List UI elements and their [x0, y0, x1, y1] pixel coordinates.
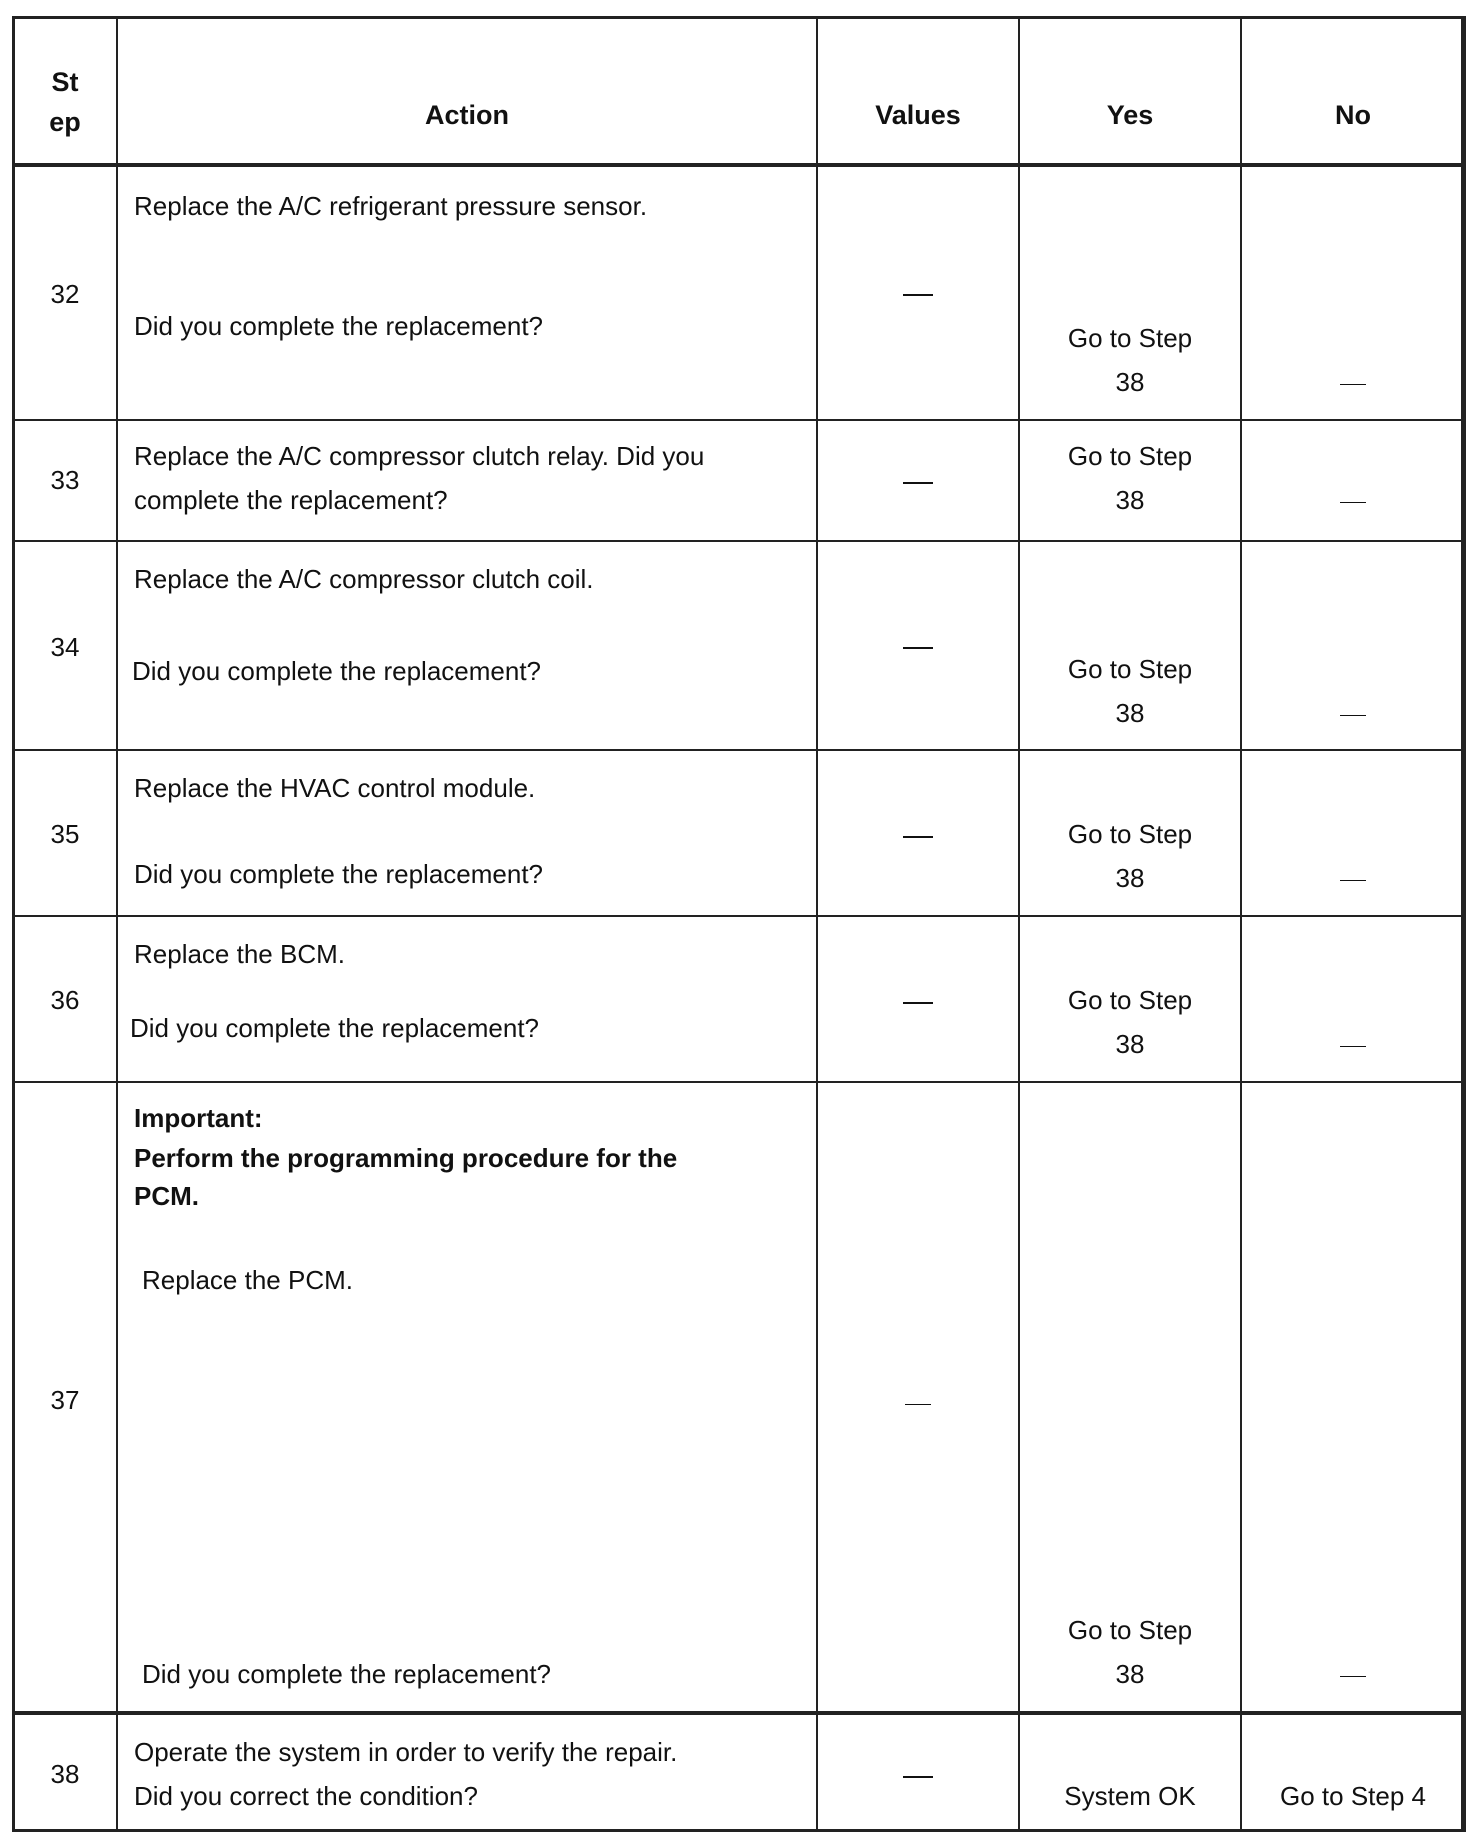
yes-text: Go to Step	[1067, 654, 1193, 684]
yes-step-number: 38	[1115, 485, 1145, 515]
action-question: Did you complete the replacement?	[134, 859, 544, 889]
header-step-line2: ep	[49, 107, 81, 137]
yes-text: Go to Step	[1067, 323, 1193, 353]
action-text: Replace the PCM.	[142, 1265, 353, 1295]
yes-text: Go to Step	[1067, 441, 1193, 471]
yes-step-number: 38	[1115, 863, 1145, 893]
action-text: Replace the A/C compressor clutch coil.	[134, 564, 594, 594]
header-action-label: Action	[425, 100, 509, 130]
step-number: 37	[50, 1385, 80, 1415]
step-number: 38	[50, 1759, 80, 1789]
action-question: Did you complete the replacement?	[134, 311, 544, 341]
yes-text: Go to Step	[1067, 1615, 1193, 1645]
step-number: 32	[50, 279, 80, 309]
action-text: Replace the A/C compressor clutch relay. Did you	[134, 441, 705, 471]
action-question: Did you complete the replacement?	[132, 656, 542, 686]
step-number: 33	[50, 465, 80, 495]
action-text: Replace the A/C refrigerant pressure sensor.	[134, 191, 648, 221]
action-text: Replace the HVAC control module.	[134, 773, 536, 803]
header-no-label: No	[1335, 100, 1371, 130]
action-question: Did you complete the replacement?	[130, 1013, 540, 1043]
table-border	[12, 16, 1464, 1832]
no-text: Go to Step 4	[1280, 1781, 1426, 1811]
header-values-label: Values	[875, 100, 961, 130]
yes-text: Go to Step	[1067, 819, 1193, 849]
yes-text: System OK	[1064, 1781, 1196, 1811]
important-note: Perform the programming procedure for the	[134, 1143, 678, 1173]
yes-step-number: 38	[1115, 698, 1145, 728]
action-text: Replace the BCM.	[134, 939, 345, 969]
header-step-line1: St	[51, 67, 79, 97]
yes-text: Go to Step	[1067, 985, 1193, 1015]
action-text: Operate the system in order to verify the repair.	[134, 1737, 678, 1767]
action-question: Did you complete the replacement?	[142, 1659, 552, 1689]
step-number: 34	[50, 632, 80, 662]
header-yes-label: Yes	[1106, 100, 1154, 130]
step-number: 36	[50, 985, 80, 1015]
important-label: Important:	[134, 1103, 263, 1133]
yes-step-number: 38	[1115, 1659, 1145, 1689]
yes-step-number: 38	[1115, 1029, 1145, 1059]
yes-step-number: 38	[1115, 367, 1145, 397]
step-number: 35	[50, 819, 80, 849]
action-question: complete the replacement?	[134, 485, 448, 515]
action-question: Did you correct the condition?	[134, 1781, 478, 1811]
important-note-cont: PCM.	[134, 1181, 199, 1211]
